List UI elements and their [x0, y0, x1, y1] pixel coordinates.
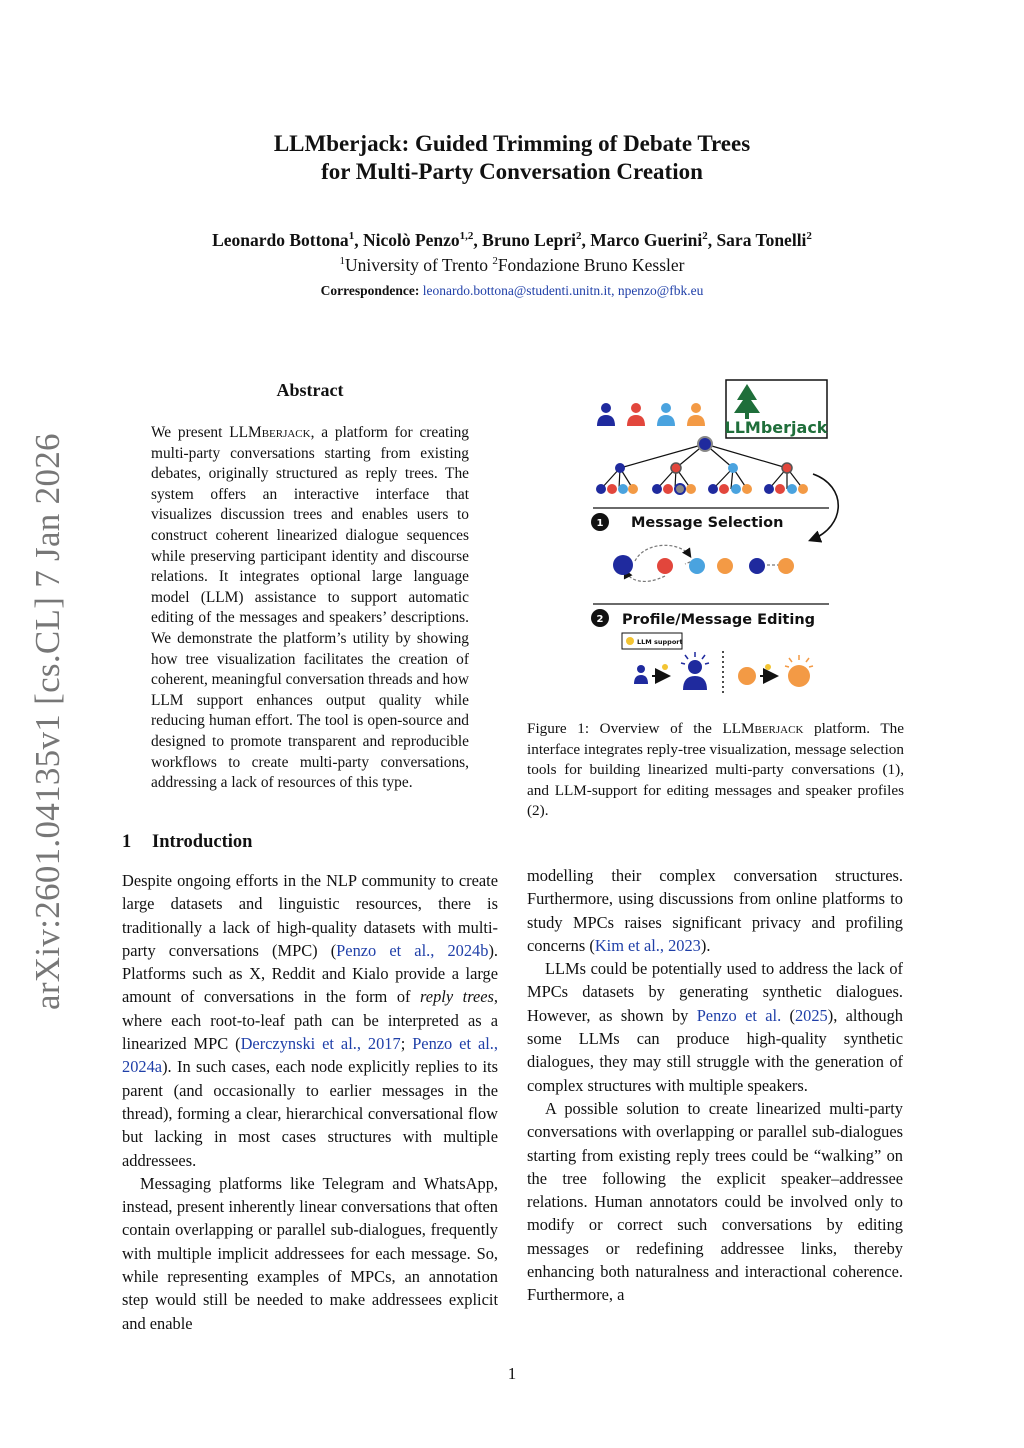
intro-left-column	[122, 869, 498, 1335]
system-name: LLM	[229, 424, 262, 441]
citation-link[interactable]: Kim et al., 2023	[594, 935, 701, 955]
paragraph: A possible solution to create linearized multi-party conversations with overlapping or parallel sub-dialogues starting from existing reply trees could be “walking” on the tree following the explicit speaker–addressee relations. Human annotators could be involved only to modify or correct such conversations by editing messages or redefining addressee links, thereby enhancing both naturalness and interactional coherence. Furthermore, a	[527, 1098, 903, 1305]
speaker-red-icon	[627, 403, 645, 426]
profile-editing-icons	[634, 651, 813, 694]
author-list: Leonardo Bottona$^1$, Nicolò Penzo$^{1,2}$, Bruno Lepri$^2$, Marco Guerini$^2$, Sara Tonelli$^2$	[212, 230, 812, 250]
affil-mark: 2	[806, 230, 812, 243]
paragraph: LLMs could be potentially used to address the lack of MPCs datasets by generating synthetic dialogues. However, as shown by Penzo et al. (2025), although some LLMs can produce high-quality synthetic dialogues, they may still struggle with the generation of complex structures with multiple speakers.	[527, 959, 903, 1095]
affil-mark: 1,2	[459, 230, 474, 243]
correspondence-label: Correspondence:	[320, 283, 420, 298]
speaker-icons	[597, 403, 705, 426]
step-1-number: 1	[596, 518, 604, 529]
author-name: Leonardo Bottona	[212, 230, 349, 250]
affil-mark: 2	[702, 230, 708, 243]
email-links[interactable]: leonardo.bottona@studenti.unitn.it, npenzo@fbk.eu	[422, 283, 704, 298]
logo-text: LLMberjack	[724, 418, 828, 437]
flow-arrow-icon	[811, 474, 838, 540]
figure-1-caption: Figure 1: Overview of the LLMberjack platform. The interface integrates reply-tree visualization, message selection tools for building linearized multi-party conversations (1), and LLM-support for editing messages and speaker profiles (2).	[527, 720, 904, 820]
section-heading-introduction: 1 Introduction	[122, 832, 253, 852]
citation-link[interactable]: Penzo et al.	[696, 1005, 782, 1025]
step-1-label: Message Selection	[631, 515, 784, 531]
llm-support-label: LLM support	[637, 638, 683, 646]
affil-mark: 2	[492, 255, 498, 268]
title-line-2: for Multi-Party Conversation Creation	[321, 159, 703, 184]
paragraph: modelling their complex conversation structures. Furthermore, using discussions from online platforms to study MPCs raises significant privacy and profiling concerns (Kim et al., 2023).	[527, 866, 903, 955]
author-name: Bruno Lepri	[482, 230, 576, 250]
paragraph: Messaging platforms like Telegram and WhatsApp, instead, present inherently linear conversations that often contain overlapping or parallel sub-dialogues, frequently with multiple implicit addressees for each message. So, while representing examples of MPCs, an annotation step would still be needed to make addressees explicit and enable	[122, 1173, 498, 1333]
author-name: Sara Tonelli	[716, 230, 807, 250]
affiliations	[0, 255, 1024, 276]
abstract-heading: Abstract	[276, 380, 344, 400]
step-2-label: Profile/Message Editing	[622, 612, 816, 628]
citation-link[interactable]: Derczynski et al., 2017	[240, 1034, 401, 1054]
citation-link[interactable]: Penzo et al., 2024a	[122, 1034, 498, 1077]
title-line-1: LLMberjack: Guided Trimming of Debate Trees	[273, 131, 751, 156]
speaker-navy-icon	[597, 403, 615, 426]
correspondence	[0, 283, 1024, 299]
affil-mark: 1	[339, 255, 346, 268]
affiliation-2: Fondazione Bruno Kessler	[497, 255, 685, 275]
citation-link[interactable]: 2025	[794, 1005, 828, 1025]
affiliation-1: University of Trento	[345, 255, 488, 275]
affil-mark: 1	[348, 230, 355, 243]
arxiv-stamp: arXiv:2601.04135v1 [cs.CL] 7 Jan 2026	[28, 433, 67, 1010]
paragraph: Despite ongoing efforts in the NLP community to create large datasets and linguistic resources, there is traditionally a lack of high-quality datasets with multi-party conversations (MPC) (Penzo et al., 2024b). Platforms such as X, Reddit and Kialo provide a large amount of conversations in the form of reply trees, where each root-to-leaf path can be interpreted as a linearized MPC (Derczynski et al., 2017; Penzo et al., 2024a). In such cases, each node explicitly replies to its parent (and occasionally to earlier messages in the thread), forming a clear, hierarchical conversational flow but lacking in most cases structures with multiple addressees.	[122, 871, 499, 1170]
figure-1-overview	[585, 376, 845, 696]
author-name: Marco Guerini	[590, 230, 703, 250]
page-number: 1	[507, 1364, 517, 1383]
author-name: Nicolò Penzo	[362, 230, 460, 250]
step-2-number: 2	[596, 614, 604, 625]
speaker-blue-icon	[657, 403, 675, 426]
paper-title	[0, 130, 1024, 186]
llmberjack-logo	[725, 380, 828, 438]
speaker-orange-icon	[687, 403, 705, 426]
intro-right-column	[527, 864, 903, 1307]
citation-link[interactable]: Penzo et al., 2024b	[336, 940, 489, 960]
lightbulb-icon	[626, 637, 634, 645]
affil-mark: 2	[576, 230, 582, 243]
abstract-body: We present LLMberjack, a platform for creating multi-party conversations starting from existing debates, originally structured as reply trees. The system offers an interactive interface that visualizes discussion trees and enables users to construct coherent linearized dialogue sequences while preserving participant identity and discourse relations. It integrates optional large language model (LLM) assistance to support automatic editing of the messages and speakers’ descriptions. We demonstrate the platform’s utility by showing how tree visualization facilitates the creation of coherent, meaningful conversation threads and how LLM support enhances output quality while reducing human effort. The tool is open-source and designed to promote transparent and reproducible workflows to create multi-party conversations, addressing a lack of resources of this type.	[151, 424, 469, 792]
section-number: 1	[122, 832, 132, 852]
linearized-sequence	[613, 545, 794, 581]
